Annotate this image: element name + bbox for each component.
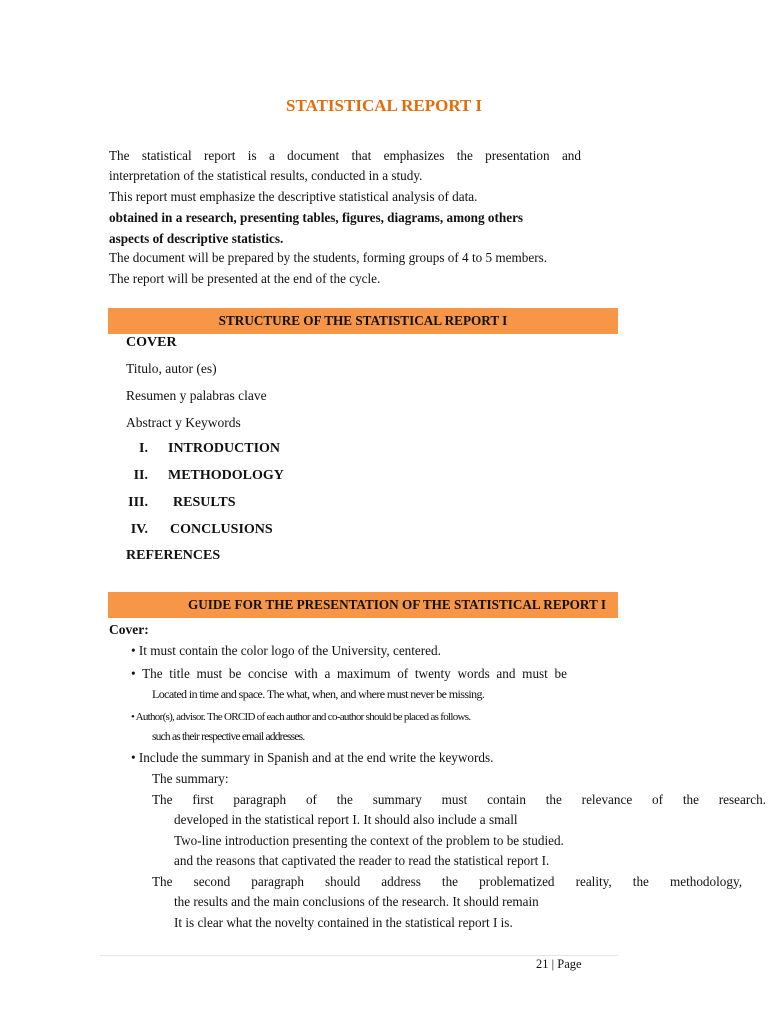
guide-bullet: • The title must be concise with a maximum of twenty words and must be (131, 666, 567, 681)
section-label: INTRODUCTION (168, 441, 281, 456)
summary-paragraph-1-cont: developed in the statistical report I. It should also include a small (174, 812, 518, 827)
summary-paragraph-1: The first paragraph of the summary must contain the relevance of the research. (152, 792, 766, 807)
guide-bullet: • It must contain the color logo of the University, centered. (131, 643, 441, 658)
structure-references: REFERENCES (126, 548, 221, 563)
guide-bullet-text: Author(s), advisor. The ORCID of each author and co-author should be placed as follows. (135, 711, 471, 723)
bullet-icon: • (131, 711, 135, 723)
footer-divider (100, 955, 618, 956)
page-title: STATISTICAL REPORT I (286, 96, 482, 115)
section-number: III. (128, 495, 148, 510)
section-number: II. (133, 468, 148, 483)
section-methodology (108, 468, 408, 488)
summary-paragraph-2-cont: It is clear what the novelty contained in the statistical report I is. (174, 915, 513, 930)
intro-line: The document will be prepared by the students, forming groups of 4 to 5 members. (109, 250, 548, 265)
section-label: CONCLUSIONS (170, 522, 273, 537)
intro-line-bold: obtained in a research, presenting tables, figures, diagrams, among others (109, 210, 524, 225)
section-results (108, 495, 408, 515)
guide-header-text: GUIDE FOR THE PRESENTATION OF THE STATISTICAL REPORT I (188, 597, 606, 612)
guide-bullet-cont: Located in time and space. The what, when, and where must never be missing. (152, 687, 485, 701)
intro-line: The report will be presented at the end of the cycle. (109, 271, 381, 286)
structure-item: Abstract y Keywords (126, 415, 241, 430)
section-label: RESULTS (173, 495, 236, 510)
guide-cover-label: Cover: (109, 622, 149, 637)
intro-line: This report must emphasize the descriptive statistical analysis of data. (109, 189, 478, 204)
section-label: METHODOLOGY (168, 468, 284, 483)
summary-paragraph-2: The second paragraph should address the problematized reality, the methodology, (152, 874, 742, 889)
summary-paragraph-1-cont: Two-line introduction presenting the context of the problem to be studied. (174, 833, 564, 848)
section-introduction (108, 441, 408, 461)
summary-label: The summary: (152, 771, 229, 786)
guide-bullet: • Include the summary in Spanish and at the end write the keywords. (131, 750, 494, 765)
intro-line: interpretation of the statistical results, conducted in a study. (109, 168, 423, 183)
structure-header: STRUCTURE OF THE STATISTICAL REPORT I (108, 308, 618, 334)
summary-paragraph-1-cont: and the reasons that captivated the reader to read the statistical report I. (174, 853, 550, 868)
section-number: IV. (130, 522, 148, 537)
structure-item: Resumen y palabras clave (126, 388, 267, 403)
section-conclusions (108, 522, 408, 542)
structure-item: Titulo, autor (es) (126, 361, 217, 376)
guide-bullet (131, 709, 470, 725)
intro-line: The statistical report is a document that emphasizes the presentation and (109, 148, 581, 163)
guide-header (108, 592, 618, 618)
page-number: 21 | Page (536, 957, 582, 971)
summary-paragraph-2-cont: the results and the main conclusions of the research. It should remain (174, 894, 539, 909)
guide-bullet-cont: such as their respective email addresses. (152, 731, 305, 743)
structure-cover: COVER (126, 335, 177, 350)
section-number: I. (139, 441, 148, 456)
intro-line-bold: aspects of descriptive statistics. (109, 231, 284, 246)
